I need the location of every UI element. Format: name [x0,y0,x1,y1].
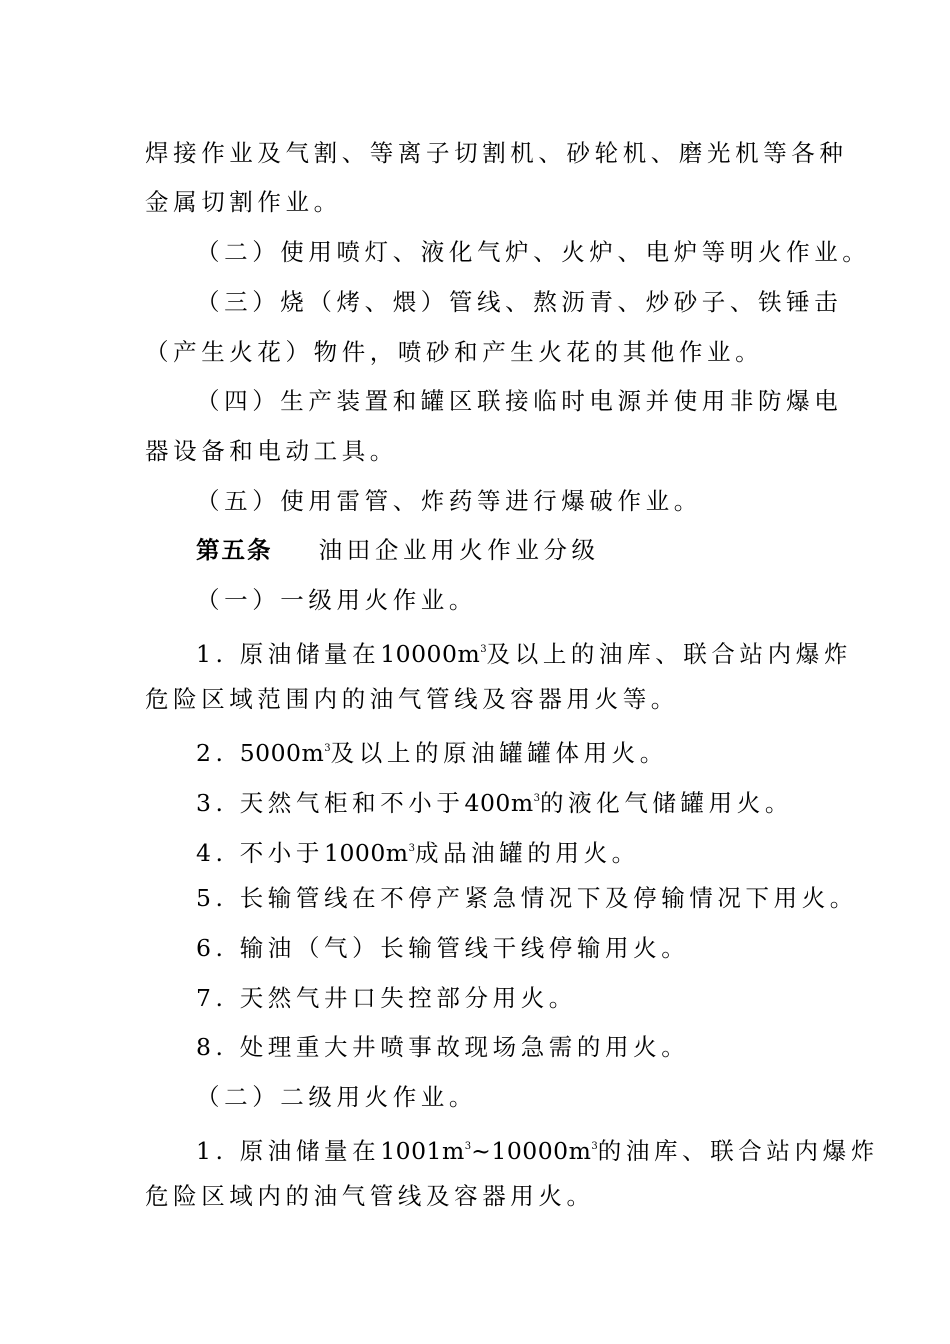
text-line-8: （五）使用雷管、炸药等进行爆破作业。 [196,487,702,515]
text-line-1: 焊接作业及气割、等离子切割机、砂轮机、磨光机等各种 [145,139,848,167]
level2-heading: （二）二级用火作业。 [196,1083,477,1111]
level1-item-8: 8. 处理重大井喷事故现场急需的用火。 [196,1033,690,1061]
text-line-4: （三）烧（烤、煨）管线、熬沥青、炒砂子、铁锤击 [196,288,843,316]
text-line-3: （二）使用喷灯、液化气炉、火炉、电炉等明火作业。 [196,238,871,266]
article-heading-line [196,534,861,566]
level2-item-1-cont: 危险区域内的油气管线及容器用火。 [145,1182,595,1210]
level1-item-2: 2. $5000m^3$及以上的原油罐罐体用火。 [196,739,668,767]
article-number: 第五条 [196,536,273,564]
level1-item-1: 1. 原油储量在$10000m^3$及以上的油库、联合站内爆炸 [196,640,852,668]
level2-item-1: 1. 原油储量在$1001m^3\sim 10000m^3$的油库、联合站内爆炸 [196,1137,879,1165]
level1-item-7: 7. 天然气井口失控部分用火。 [196,984,577,1012]
text-line-6: （四）生产装置和罐区联接临时电源并使用非防爆电 [196,387,843,415]
level1-item-5: 5. 长输管线在不停产紧急情况下及停输情况下用火。 [196,884,858,912]
level1-heading: （一）一级用火作业。 [196,586,477,614]
text-line-5: （产生火花）物件，喷砂和产生火花的其他作业。 [145,338,764,366]
level1-item-6: 6. 输油（气）长输管线干线停输用火。 [196,934,690,962]
level1-item-1-cont: 危险区域范围内的油气管线及容器用火等。 [145,685,679,713]
article-title: 油田企业用火作业分级 [318,536,600,564]
level1-item-3: 3. 天然气柜和不小于$400m^3$的液化气储罐用火。 [196,789,793,817]
level1-item-4: 4. 不小于$1000m^3$成品油罐的用火。 [196,839,640,867]
text-line-7: 器设备和电动工具。 [145,437,398,465]
text-line-2: 金属切割作业。 [145,188,342,216]
